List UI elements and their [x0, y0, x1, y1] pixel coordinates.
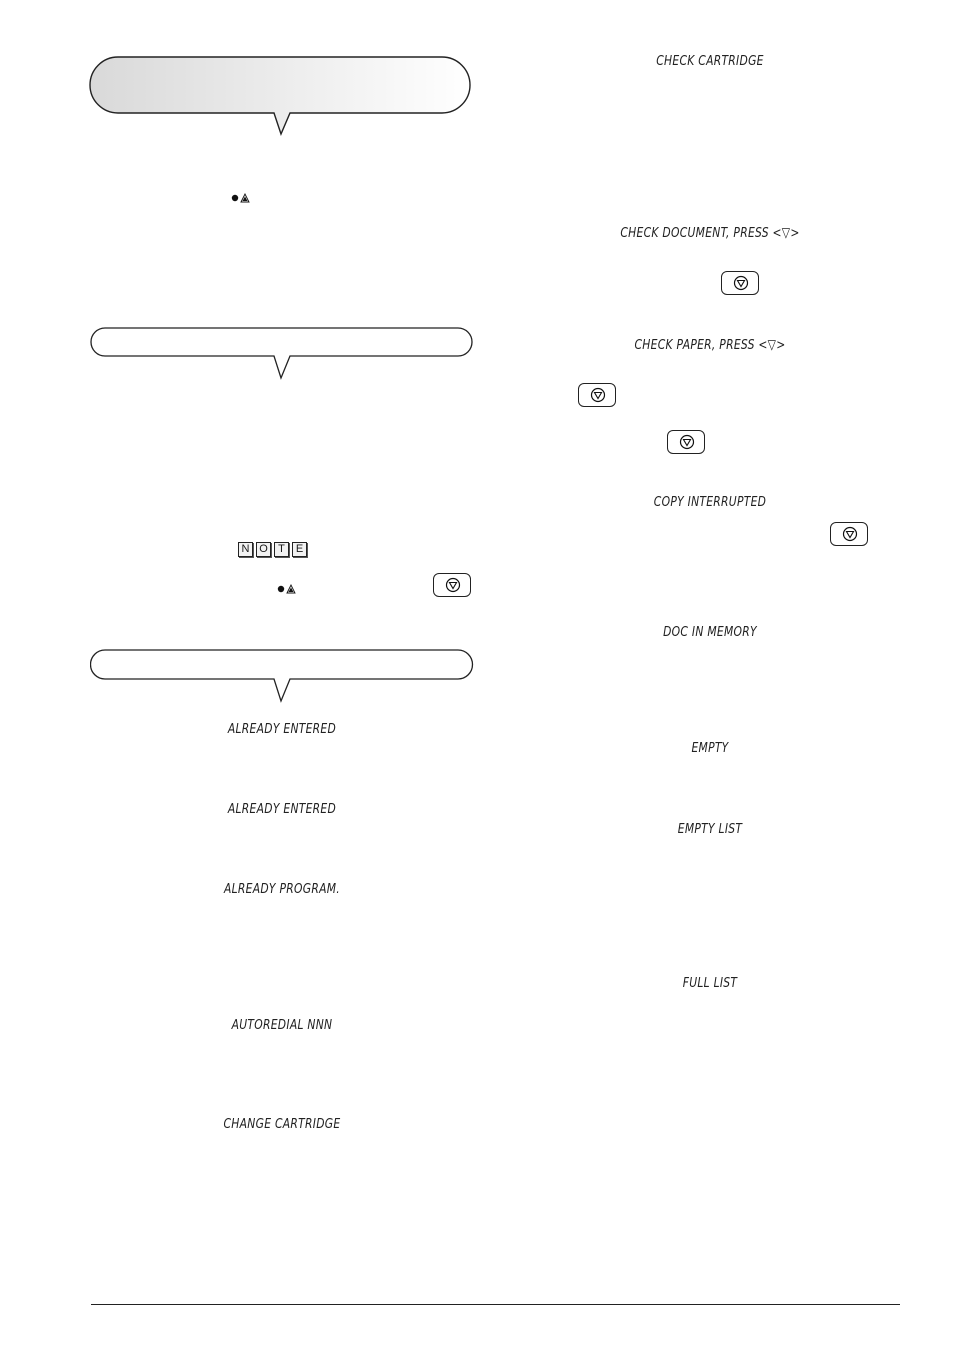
message-empty-list: EMPTY LIST — [677, 821, 743, 838]
stop-triangle-circle-icon — [445, 577, 461, 593]
note-key-n: N — [238, 542, 253, 557]
message-copy-interrupted: COPY INTERRUPTED — [653, 494, 767, 511]
message-full-list: FULL LIST — [682, 975, 738, 992]
message-check-paper: CHECK PAPER, PRESS <▽> — [634, 337, 786, 354]
section-header-bubble-main — [88, 55, 474, 137]
message-check-document: CHECK DOCUMENT, PRESS <▽> — [620, 225, 800, 242]
stop-triangle-circle-icon — [733, 275, 749, 291]
note-label — [238, 542, 307, 557]
note-key-e: E — [292, 542, 307, 557]
message-change-cartridge: CHANGE CARTRIDGE — [223, 1116, 341, 1133]
message-already-entered-1: ALREADY ENTERED — [227, 721, 337, 738]
message-autoredial: AUTOREDIAL NNN — [231, 1017, 333, 1034]
stop-triangle-circle-icon — [842, 526, 858, 542]
stop-triangle-circle-icon — [590, 387, 606, 403]
message-check-cartridge: CHECK CARTRIDGE — [656, 53, 764, 70]
message-already-program: ALREADY PROGRAM. — [224, 881, 340, 898]
stop-key-button[interactable] — [433, 573, 471, 597]
stop-triangle-circle-icon — [679, 434, 695, 450]
note-key-o: O — [256, 542, 271, 557]
stop-key-button[interactable] — [667, 430, 705, 454]
message-already-entered-2: ALREADY ENTERED — [227, 801, 337, 818]
note-key-t: T — [274, 542, 289, 557]
section-header-bubble-2 — [90, 327, 474, 381]
stop-key-button[interactable] — [721, 271, 759, 295]
message-doc-in-memory: DOC IN MEMORY — [663, 624, 757, 641]
stop-key-button[interactable] — [578, 383, 616, 407]
dot-triangle-icon — [231, 193, 251, 206]
section-header-bubble-3 — [90, 649, 474, 703]
dot-triangle-icon — [277, 584, 297, 597]
footer-divider — [91, 1304, 900, 1305]
stop-key-button[interactable] — [830, 522, 868, 546]
message-empty: EMPTY — [691, 740, 729, 757]
